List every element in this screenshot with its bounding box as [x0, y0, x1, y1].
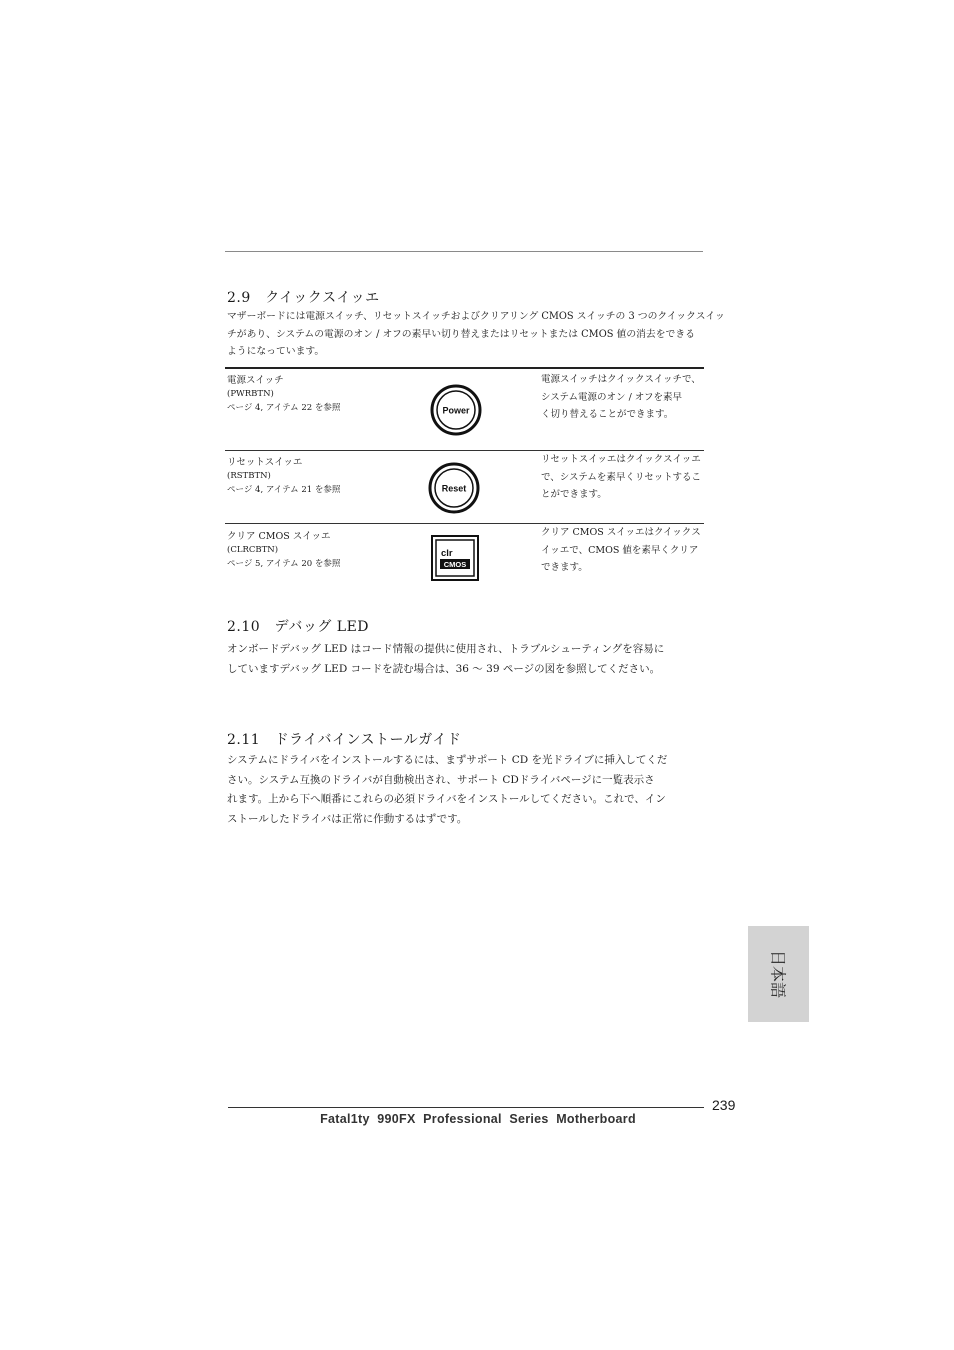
quick-switch-paragraph [227, 308, 725, 361]
language-side-tab [748, 926, 809, 1022]
paragraph-line: オンボードデバッグ LED はコード情報の提供に使用され、トラブルシューティングを容易に [227, 643, 665, 655]
cmos-icon-label: CMOS [443, 560, 467, 569]
switch-desc-power [541, 371, 709, 424]
switch-ref: ページ 4, アイテム 22 を参照 [227, 403, 341, 413]
desc-line: とができます。 [541, 489, 607, 500]
switch-ref: ページ 5, アイテム 20 を参照 [227, 559, 341, 569]
reset-icon-label: Reset [441, 483, 467, 494]
desc-line: く切り替えることができます。 [541, 409, 674, 420]
paragraph-line: システムにドライバをインストールするには、まずサポート CD を光ドライブに挿入してくだ [227, 754, 668, 766]
section-heading-debug-led: 2.10 デバッグ LED [227, 619, 370, 635]
language-label: 日本語 [768, 949, 787, 999]
clear-cmos-button-icon [431, 535, 479, 581]
switch-code: (RSTBTN) [227, 471, 271, 481]
switch-desc-clear-cmos [541, 524, 709, 577]
switch-code: (PWRBTN) [227, 389, 274, 399]
page-number: 239 [712, 1097, 736, 1113]
section-heading-quick-switch: 2.9 クイックスイッエ [227, 290, 380, 306]
desc-line: システム電源のオン / オフを素早 [541, 391, 683, 403]
debug-led-paragraph [227, 639, 664, 679]
switch-row-reset [227, 454, 340, 495]
paragraph-line: ようになっています。 [227, 346, 325, 357]
paragraph-line: ストールしたドライバは正常に作動するはずです。 [227, 812, 468, 825]
section-heading-driver-install: 2.11 ドライバインストールガイド [227, 732, 462, 748]
clr-icon-label: clr [441, 548, 453, 559]
desc-line: イッエで、CMOS 値を素早くクリア [541, 544, 699, 556]
desc-line: クリア CMOS スイッエはクイックス [541, 527, 701, 538]
switch-row-power [227, 372, 340, 413]
switch-desc-reset [541, 451, 709, 504]
power-button-icon [430, 384, 482, 436]
power-icon-label: Power [442, 405, 470, 416]
switch-name: 電源スイッチ [227, 375, 284, 386]
switch-name: クリア CMOS スイッエ [227, 531, 331, 542]
reset-button-icon [428, 462, 480, 514]
desc-line: 電源スイッチはクイックスイッチで、 [541, 374, 701, 385]
table-top-rule [225, 367, 704, 369]
desc-line: できます。 [541, 562, 588, 573]
paragraph-line: チがあり、システムの電源のオン / オフの素早い切り替えまたはリセットまたは CMOS 値の消去をできる [227, 328, 695, 340]
desc-line: で、システムを素早くリセットするこ [541, 471, 701, 483]
footer-title: Fatal1ty 990FX Professional Series Motherboard [320, 1112, 636, 1126]
switch-name: リセットスイッエ [227, 457, 303, 468]
paragraph-line: さい。システム互換のドライバが自動検出され、サポート CDドライバページに一覧表示さ [227, 773, 655, 786]
desc-line: リセットスイッエはクイックスイッエ [541, 454, 701, 465]
switch-row-clear-cmos [227, 528, 340, 569]
switch-code: (CLRCBTN) [227, 545, 279, 555]
paragraph-line: マザーボードには電源スイッチ、リセットスイッチおよびクリアリング CMOS スイッチの 3 つのクイックスイッ [227, 311, 725, 322]
footer-rule [228, 1107, 704, 1108]
driver-install-paragraph [227, 751, 667, 829]
switch-ref: ページ 4, アイテム 21 を参照 [227, 485, 341, 495]
top-rule [225, 251, 703, 252]
paragraph-line: していますデバッグ LED コードを読む場合は、36 ～ 39 ページの図を参照してください。 [227, 663, 661, 675]
paragraph-line: れます。上から下へ順番にこれらの必須ドライバをインストールしてください。これで、イン [227, 793, 666, 805]
